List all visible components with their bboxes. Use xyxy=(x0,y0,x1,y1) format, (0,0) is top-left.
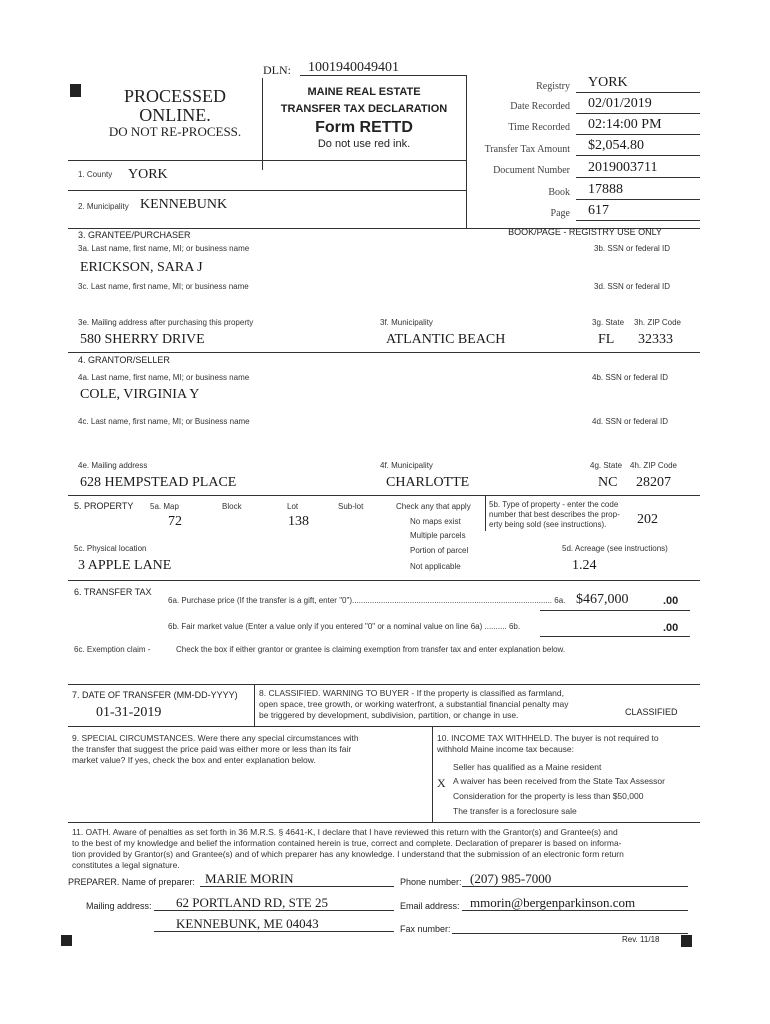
preparer-name-label: PREPARER. Name of preparer: xyxy=(68,877,195,887)
page-value: 617 xyxy=(588,203,609,218)
income-tax-withheld-line2: withhold Maine income tax because: xyxy=(437,744,575,754)
grantee-name-a-label: 3a. Last name, first name, MI; or business name xyxy=(78,244,250,253)
grantee-muni-value: ATLANTIC BEACH xyxy=(386,332,506,347)
income-tax-withheld-line1: 10. INCOME TAX WITHHELD. The buyer is not required to xyxy=(437,733,659,743)
multiple-parcels-option[interactable]: Multiple parcels xyxy=(410,531,466,540)
lot-label: Lot xyxy=(287,502,299,511)
date-of-transfer-label: 7. DATE OF TRANSFER (MM-DD-YYYY) xyxy=(72,690,238,700)
check-any-label: Check any that apply xyxy=(396,502,471,511)
transfer-tax-amount-label: Transfer Tax Amount xyxy=(484,144,570,155)
grantor-zip-label: 4h. ZIP Code xyxy=(630,461,677,470)
oath-line1: 11. OATH. Aware of penalties as set forth in 36 M.R.S. § 4641-K, I declare that I have reviewed this return with the Grantor(s) and Grantee(s) and xyxy=(72,827,618,837)
registration-mark-top-left xyxy=(70,84,81,97)
grantor-muni-label: 4f. Municipality xyxy=(380,461,433,470)
transfer-tax-section-title: 6. TRANSFER TAX xyxy=(74,587,152,597)
special-circumstances-line1: 9. SPECIAL CIRCUMSTANCES. Were there any special circumstances with xyxy=(72,733,359,743)
fax-number-label: Fax number: xyxy=(400,924,451,934)
grantor-name-c-label: 4c. Last name, first name, MI; or Business name xyxy=(78,417,250,426)
grantor-ssn-d-label: 4d. SSN or federal ID xyxy=(592,417,669,426)
fair-market-value-line: 6b. Fair market value (Enter a value only if you entered "0" or a nominal value on line 6a) .......... 6b. xyxy=(168,622,521,631)
date-of-transfer-value: 01-31-2019 xyxy=(96,705,162,720)
grantee-muni-label: 3f. Municipality xyxy=(380,318,433,327)
page-label: Page xyxy=(550,208,570,219)
time-recorded-value: 02:14:00 PM xyxy=(588,117,662,132)
grantee-ssn-b-label: 3b. SSN or federal ID xyxy=(594,244,671,253)
dln-value: 1001940049401 xyxy=(308,60,399,75)
special-circumstances-line2: the transfer that suggest the price paid was either more or less than its fair xyxy=(72,744,352,754)
purchase-price-line: 6a. Purchase price (If the transfer is a gift, enter "0").......................................................................................... 6a. xyxy=(168,596,566,605)
book-label: Book xyxy=(548,187,570,198)
grantee-mail-label: 3e. Mailing address after purchasing this property xyxy=(78,318,254,327)
county-label: 1. County xyxy=(78,170,113,179)
mailing-address-label: Mailing address: xyxy=(86,901,152,911)
processed-stamp-line1: PROCESSED xyxy=(123,86,227,106)
dln-label: DLN: xyxy=(263,63,291,77)
physical-location-label: 5c. Physical location xyxy=(74,544,147,553)
document-number-label: Document Number xyxy=(493,165,570,176)
grantee-section-title: 3. GRANTEE/PURCHASER xyxy=(78,230,191,240)
special-circumstances-line3: market value? If yes, check the box and enter explanation below. xyxy=(72,755,316,765)
book-value: 17888 xyxy=(588,182,623,197)
grantor-state-label: 4g. State xyxy=(590,461,623,470)
grantee-name-a-value: ERICKSON, SARA J xyxy=(80,260,203,275)
registry-label: Registry xyxy=(536,81,570,92)
registration-mark-bottom-right xyxy=(681,935,692,947)
registry-value: YORK xyxy=(588,75,628,90)
property-type-label-3: erty being sold (see instructions). xyxy=(489,520,607,529)
withheld-option-maine-resident[interactable]: Seller has qualified as a Maine resident xyxy=(453,762,602,772)
lot-value: 138 xyxy=(288,514,309,529)
time-recorded-label: Time Recorded xyxy=(508,122,570,133)
registry-use-only: BOOK/PAGE - REGISTRY USE ONLY xyxy=(508,227,662,237)
property-type-value: 202 xyxy=(637,512,658,527)
classified-line3: be triggered by development, subdivision, partition, or change in use. xyxy=(259,710,519,720)
not-applicable-option[interactable]: Not applicable xyxy=(410,562,461,571)
exemption-claim-text: Check the box if either grantor or grantee is claiming exemption from transfer tax and enter explanation below. xyxy=(176,645,566,654)
date-recorded-label: Date Recorded xyxy=(510,101,570,112)
no-red-ink-note: Do not use red ink. xyxy=(317,138,411,150)
grantor-state-value: NC xyxy=(598,475,618,490)
withheld-option-foreclosure[interactable]: The transfer is a foreclosure sale xyxy=(453,806,577,816)
registration-mark-bottom-left xyxy=(61,935,72,946)
acreage-value: 1.24 xyxy=(572,558,597,573)
document-number-value: 2019003711 xyxy=(588,160,658,175)
grantor-mail-label: 4e. Mailing address xyxy=(78,461,148,470)
form-name: Form RETTD xyxy=(315,119,413,136)
phone-number-value: (207) 985-7000 xyxy=(470,871,552,886)
preparer-name-value: MARIE MORIN xyxy=(205,871,294,886)
classified-line1: 8. CLASSIFIED. WARNING TO BUYER - If the property is classified as farmland, xyxy=(259,688,564,698)
physical-location-value: 3 APPLE LANE xyxy=(78,558,172,573)
processed-stamp-line3: DO NOT RE-PROCESS. xyxy=(108,124,242,139)
date-recorded-value: 02/01/2019 xyxy=(588,96,652,111)
grantee-name-c-label: 3c. Last name, first name, MI; or business name xyxy=(78,282,249,291)
grantor-mail-value: 628 HEMPSTEAD PLACE xyxy=(80,475,237,490)
form-title-line2: TRANSFER TAX DECLARATION xyxy=(280,103,448,115)
mailing-address-line2: KENNEBUNK, ME 04043 xyxy=(176,916,319,931)
fair-market-value-cents: .00 xyxy=(663,622,679,634)
grantor-name-a-value: COLE, VIRGINIA Y xyxy=(80,387,200,402)
revision-label: Rev. 11/18 xyxy=(622,935,660,944)
sublot-label: Sub-lot xyxy=(338,502,364,511)
grantor-section-title: 4. GRANTOR/SELLER xyxy=(78,355,170,365)
form-title-line1: MAINE REAL ESTATE xyxy=(307,86,421,98)
withheld-option-waiver-checkmark[interactable]: X xyxy=(437,776,446,790)
portion-of-parcel-option[interactable]: Portion of parcel xyxy=(410,546,469,555)
processed-stamp-line2: ONLINE. xyxy=(139,105,211,125)
grantor-ssn-b-label: 4b. SSN or federal ID xyxy=(592,373,669,382)
property-type-label-2: number that best describes the prop- xyxy=(489,510,620,519)
grantee-zip-label: 3h. ZIP Code xyxy=(634,318,681,327)
municipality-label: 2. Municipality xyxy=(78,202,129,211)
classified-line2: open space, tree growth, or working waterfront, a substantial financial penalty may xyxy=(259,699,569,709)
oath-line2: to the best of my knowledge and belief the information contained herein is true, correct and complete. Declaration of preparer is based on informa- xyxy=(72,838,622,848)
acreage-label: 5d. Acreage (see instructions) xyxy=(562,544,668,553)
map-label: 5a. Map xyxy=(150,502,179,511)
email-address-value: mmorin@bergenparkinson.com xyxy=(470,895,636,910)
withheld-option-under-50000[interactable]: Consideration for the property is less than $50,000 xyxy=(453,791,644,801)
grantor-muni-value: CHARLOTTE xyxy=(386,475,470,490)
property-section-title: 5. PROPERTY xyxy=(74,501,134,511)
county-value: YORK xyxy=(128,167,168,182)
exemption-claim-label: 6c. Exemption claim - xyxy=(74,645,151,654)
map-value: 72 xyxy=(168,514,182,529)
property-type-label-1: 5b. Type of property - enter the code xyxy=(489,500,619,509)
no-maps-exist-option[interactable]: No maps exist xyxy=(410,517,461,526)
mailing-address-line1: 62 PORTLAND RD, STE 25 xyxy=(176,895,328,910)
phone-number-label: Phone number: xyxy=(400,877,462,887)
email-address-label: Email address: xyxy=(400,901,460,911)
oath-line3: tion provided by Grantor(s) and Grantee(s) and of which preparer has any knowledge. I understand that the submission of an electronic form return xyxy=(72,849,624,859)
grantee-state-value: FL xyxy=(598,332,615,347)
municipality-value: KENNEBUNK xyxy=(140,197,228,212)
grantor-zip-value: 28207 xyxy=(636,475,671,490)
grantee-mail-value: 580 SHERRY DRIVE xyxy=(80,332,205,347)
grantee-ssn-d-label: 3d. SSN or federal ID xyxy=(594,282,671,291)
withheld-option-waiver[interactable]: A waiver has been received from the State Tax Assessor xyxy=(453,776,665,786)
transfer-tax-amount-value: $2,054.80 xyxy=(588,138,644,153)
grantor-name-a-label: 4a. Last name, first name, MI; or business name xyxy=(78,373,250,382)
purchase-price-cents: .00 xyxy=(663,595,679,607)
grantee-zip-value: 32333 xyxy=(638,332,673,347)
purchase-price-value: $467,000 xyxy=(576,592,629,607)
classified-tag: CLASSIFIED xyxy=(625,707,678,717)
grantee-state-label: 3g. State xyxy=(592,318,625,327)
block-label: Block xyxy=(222,502,242,511)
oath-line4: constitutes a legal signature. xyxy=(72,860,180,870)
